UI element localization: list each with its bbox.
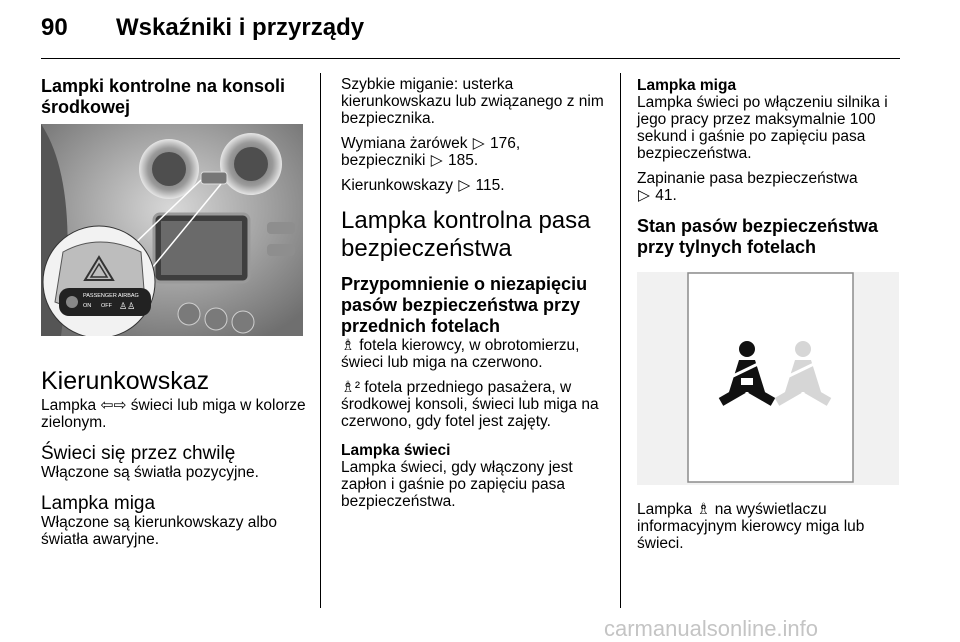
- rear-seatbelt-display-image: [637, 272, 899, 485]
- paragraph: Lampka świeci po włączeniu silnika i jego pracy przez maksymalnie 100 sekund i gaśnie po zapięciu pasa bezpieczeństwa.: [637, 94, 888, 162]
- subheading: Lampka miga: [637, 77, 737, 94]
- page-reference-icon: ▷: [458, 177, 471, 194]
- figure-label: OFF: [101, 303, 112, 309]
- seatbelt-icon: ♗: [696, 501, 711, 518]
- subheading: Lampka świeci: [341, 442, 451, 459]
- paragraph: Zapinanie pasa bezpieczeństwa ▷ 41.: [637, 170, 858, 204]
- column-2: [341, 76, 611, 510]
- passenger-seatbelt-icon: ♗²: [341, 379, 361, 396]
- page-number: 90: [41, 14, 68, 41]
- header-rule: [41, 58, 900, 59]
- seatbelt-icon: ♗: [341, 337, 355, 354]
- subheading: Stan pasów bezpieczeństwa przy tylnych fotelach: [637, 216, 879, 257]
- page-reference-icon: ▷: [430, 152, 443, 169]
- section-heading: Lampki kontrolne na konsoli środkowej: [41, 76, 286, 117]
- paragraph: Wymiana żarówek ▷ 176, bezpieczniki ▷ 185.: [341, 135, 521, 169]
- paragraph: Lampka ♗ na wyświetlaczu informacyjnym kierowcy miga lub świeci.: [637, 501, 865, 552]
- paragraph: Włączone są światła pozycyjne.: [41, 464, 259, 481]
- figure-label: ON: [83, 303, 92, 309]
- column-3: [637, 76, 902, 552]
- subheading: Świeci się przez chwilę: [41, 443, 236, 464]
- paragraph: Kierunkowskazy ▷ 115.: [341, 177, 505, 194]
- turn-signal-icon: ⇦⇨: [100, 397, 127, 414]
- kierunkowskaz-title: Kierunkowskaz: [41, 367, 210, 395]
- watermark: carmanualsonline.info: [604, 616, 819, 641]
- column-divider: [620, 73, 621, 608]
- subheading: Lampka miga: [41, 493, 156, 514]
- center-console-image: [41, 124, 303, 336]
- paragraph: ♗ fotela kierowcy, w obrotomierzu, świeci lub miga na czerwono.: [341, 337, 580, 371]
- page-reference-icon: ▷: [472, 135, 485, 152]
- paragraph: ♗² fotela przedniego pasażera, w środkowej konsoli, świeci lub miga na czerwono, gdy fotel jest zajęty.: [341, 379, 599, 430]
- section-heading: Lampka kontrolna pasa bezpieczeństwa: [341, 207, 591, 262]
- kierunkowskaz-text: Lampka ⇦⇨ świeci lub miga w kolorze zielonym.: [41, 397, 306, 431]
- subheading: Przypomnienie o niezapięciu pasów bezpieczeństwa przy przednich fotelach: [341, 274, 588, 336]
- column-divider: [320, 73, 321, 608]
- page-reference-icon: ▷: [638, 187, 650, 204]
- seat-icon: ♙♙: [119, 302, 136, 312]
- figure-label: PASSENGER AIRBAG: [83, 293, 139, 299]
- page-title: Wskaźniki i przyrządy: [116, 14, 365, 41]
- paragraph: Lampka świeci, gdy włączony jest zapłon i gaśnie po zapięciu pasa bezpieczeństwa.: [341, 459, 573, 510]
- paragraph: Włączone są kierunkowskazy albo światła awaryjne.: [41, 514, 278, 548]
- paragraph: Szybkie miganie: usterka kierunkowskazu lub związanego z nim bezpiecznika.: [341, 76, 604, 127]
- column-1: [41, 76, 306, 548]
